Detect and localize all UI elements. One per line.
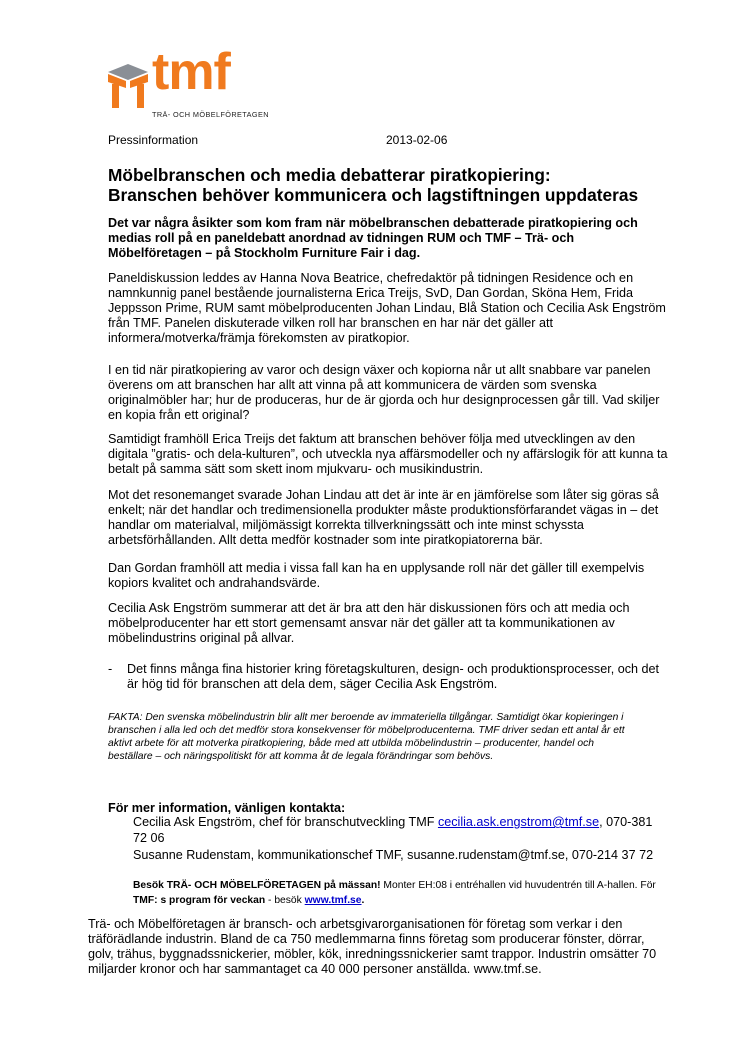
logo-wordmark: tmf: [152, 43, 230, 101]
contact-person-2: Susanne Rudenstam, kommunikationschef TMF, susanne.rudenstam@tmf.se, 070-214 37 72: [133, 848, 654, 862]
paragraph-6: Cecilia Ask Engström summerar att det är bra att den här diskussionen förs och att media och möbelproducenter har ett stort gemensamt ansvar när det gäller att ta kommunikationen av möbelindustrins original på allvar.: [108, 601, 630, 645]
paragraph-2: I en tid när piratkopiering av varor och design växer och kopiorna når ut allt snabbare var panelen överens om att branschen har allt att vinna på att kommunicera de värden som svenska originalmöbler har; hur de produceras, hur de är gjorda och hur designprocessen går till. Vad skiljer en kopia från ett original?: [108, 363, 660, 422]
contact-1-phone: , 070-381 72 06: [133, 815, 653, 845]
visit-end: .: [361, 895, 365, 906]
paragraph-5: Dan Gordan framhöll att media i vissa fall kan ha en upplysande roll när det gäller till exempelvis kopiors kvalitet och andrahandsvärde.: [108, 561, 645, 590]
title-line-1: Möbelbranschen och media debatterar piratkopiering:: [108, 165, 551, 185]
logo-tagline: TRÄ- OCH MÖBELFÖRETAGEN: [152, 110, 269, 119]
fakta-box: FAKTA: Den svenska möbelindustrin blir allt mer beroende av immateriella tillgångar. Samtidigt ökar kopieringen i branschen i alla led och det medför stora konsekvenser för möbelproducenterna. TMF driver sedan ett antal år ett aktivt arbete för att motverka piratkopiering, både med att utbilda möbelindustrin – producenter, handel och beställare – och näringspolitiskt för att komma åt de legala förändringar som behövs.: [108, 712, 625, 762]
lead-paragraph: Det var några åsikter som kom fram när möbelbranschen debatterade piratkopiering och medias roll på en paneldebatt anordnad av tidningen RUM och TMF – Trä- och Möbelföretagen – på Stockholm Furniture Fair i dag.: [108, 216, 638, 260]
organization-description: Trä- och Möbelföretagen är bransch- och arbetsgivarorganisationen för företag som verkar i den träförädlande industrin. Bland de ca 750 medlemmarna finns företag som producerar fönster, dörrar, golv, trähus, byggnadssnickerier, möbler, kök, inredningssnickerier samt trappor. Industrin omsätter 70 miljarder kronor och har sammantaget ca 40 000 personer anställda. www.tmf.se.: [88, 917, 657, 976]
visit-notice: [133, 878, 668, 908]
title-line-2: Branschen behöver kommunicera och lagstiftningen uppdateras: [108, 185, 639, 205]
contact-heading: För mer information, vänligen kontakta:: [108, 801, 346, 815]
paragraph-3: Samtidigt framhöll Erica Treijs det faktum att branschen behöver följa med utvecklingen av den digitala ”gratis- och dela-kulturen”, och utveckla nya affärsmodeller och ny affärslogik för att kunna ta betalt på samma sätt som skett inom mjukvaru- och musikindustrin.: [108, 432, 668, 476]
contact-1-name: Cecilia Ask Engström, chef för branschutveckling TMF: [133, 815, 438, 829]
tmf-logo-mark-icon: [104, 60, 152, 112]
visit-text-2: - besök: [265, 895, 305, 906]
visit-text-1: Monter EH:08 i entréhallen vid huvudentrén till A-hallen. För: [380, 880, 656, 891]
press-date: 2013-02-06: [386, 133, 448, 147]
visit-website-link[interactable]: www.tmf.se: [304, 895, 362, 906]
visit-bold-2: TMF: s program för veckan: [133, 895, 266, 906]
press-label: Pressinformation: [108, 133, 199, 147]
contact-person-1: [133, 814, 668, 846]
page-title: [108, 165, 668, 205]
bullet-text: Det finns många fina historier kring företagskulturen, design- och produktionsprocesser, och det är hög tid för branschen att dela dem, säger Cecilia Ask Engström.: [127, 662, 660, 691]
visit-bold-1: Besök TRÄ- OCH MÖBELFÖRETAGEN på mässan!: [133, 880, 381, 891]
bullet-dash: -: [108, 662, 113, 676]
tmf-logo: [104, 43, 269, 122]
contact-1-email-link[interactable]: cecilia.ask.engstrom@tmf.se: [437, 815, 600, 829]
paragraph-1: Paneldiskussion leddes av Hanna Nova Beatrice, chefredaktör på tidningen Residence och en namnkunnig panel bestående journalisterna Erica Treijs, SvD, Dan Gordan, Sköna Hem, Frida Jeppsson Prime, RUM samt möbelproducenten Johan Lindau, Blå Station och Cecilia Ask Engström från TMF. Panelen diskuterade vilken roll har branschen en har när det gäller att informera/motverka/främja förekomsten av piratkopior.: [108, 271, 666, 345]
paragraph-4: Mot det resonemanget svarade Johan Lindau att det är inte är en jämförelse som låter sig göras så enkelt; när det handlar och tredimensionella produkter måste produktionsförfarandet vägas in – det handlar om materialval, miljömässigt korrekta tillverkningssätt och inte minst schyssta arbetsförhållanden. Allt detta medför kostnader som inte piratkopiatorerna bär.: [108, 488, 659, 547]
